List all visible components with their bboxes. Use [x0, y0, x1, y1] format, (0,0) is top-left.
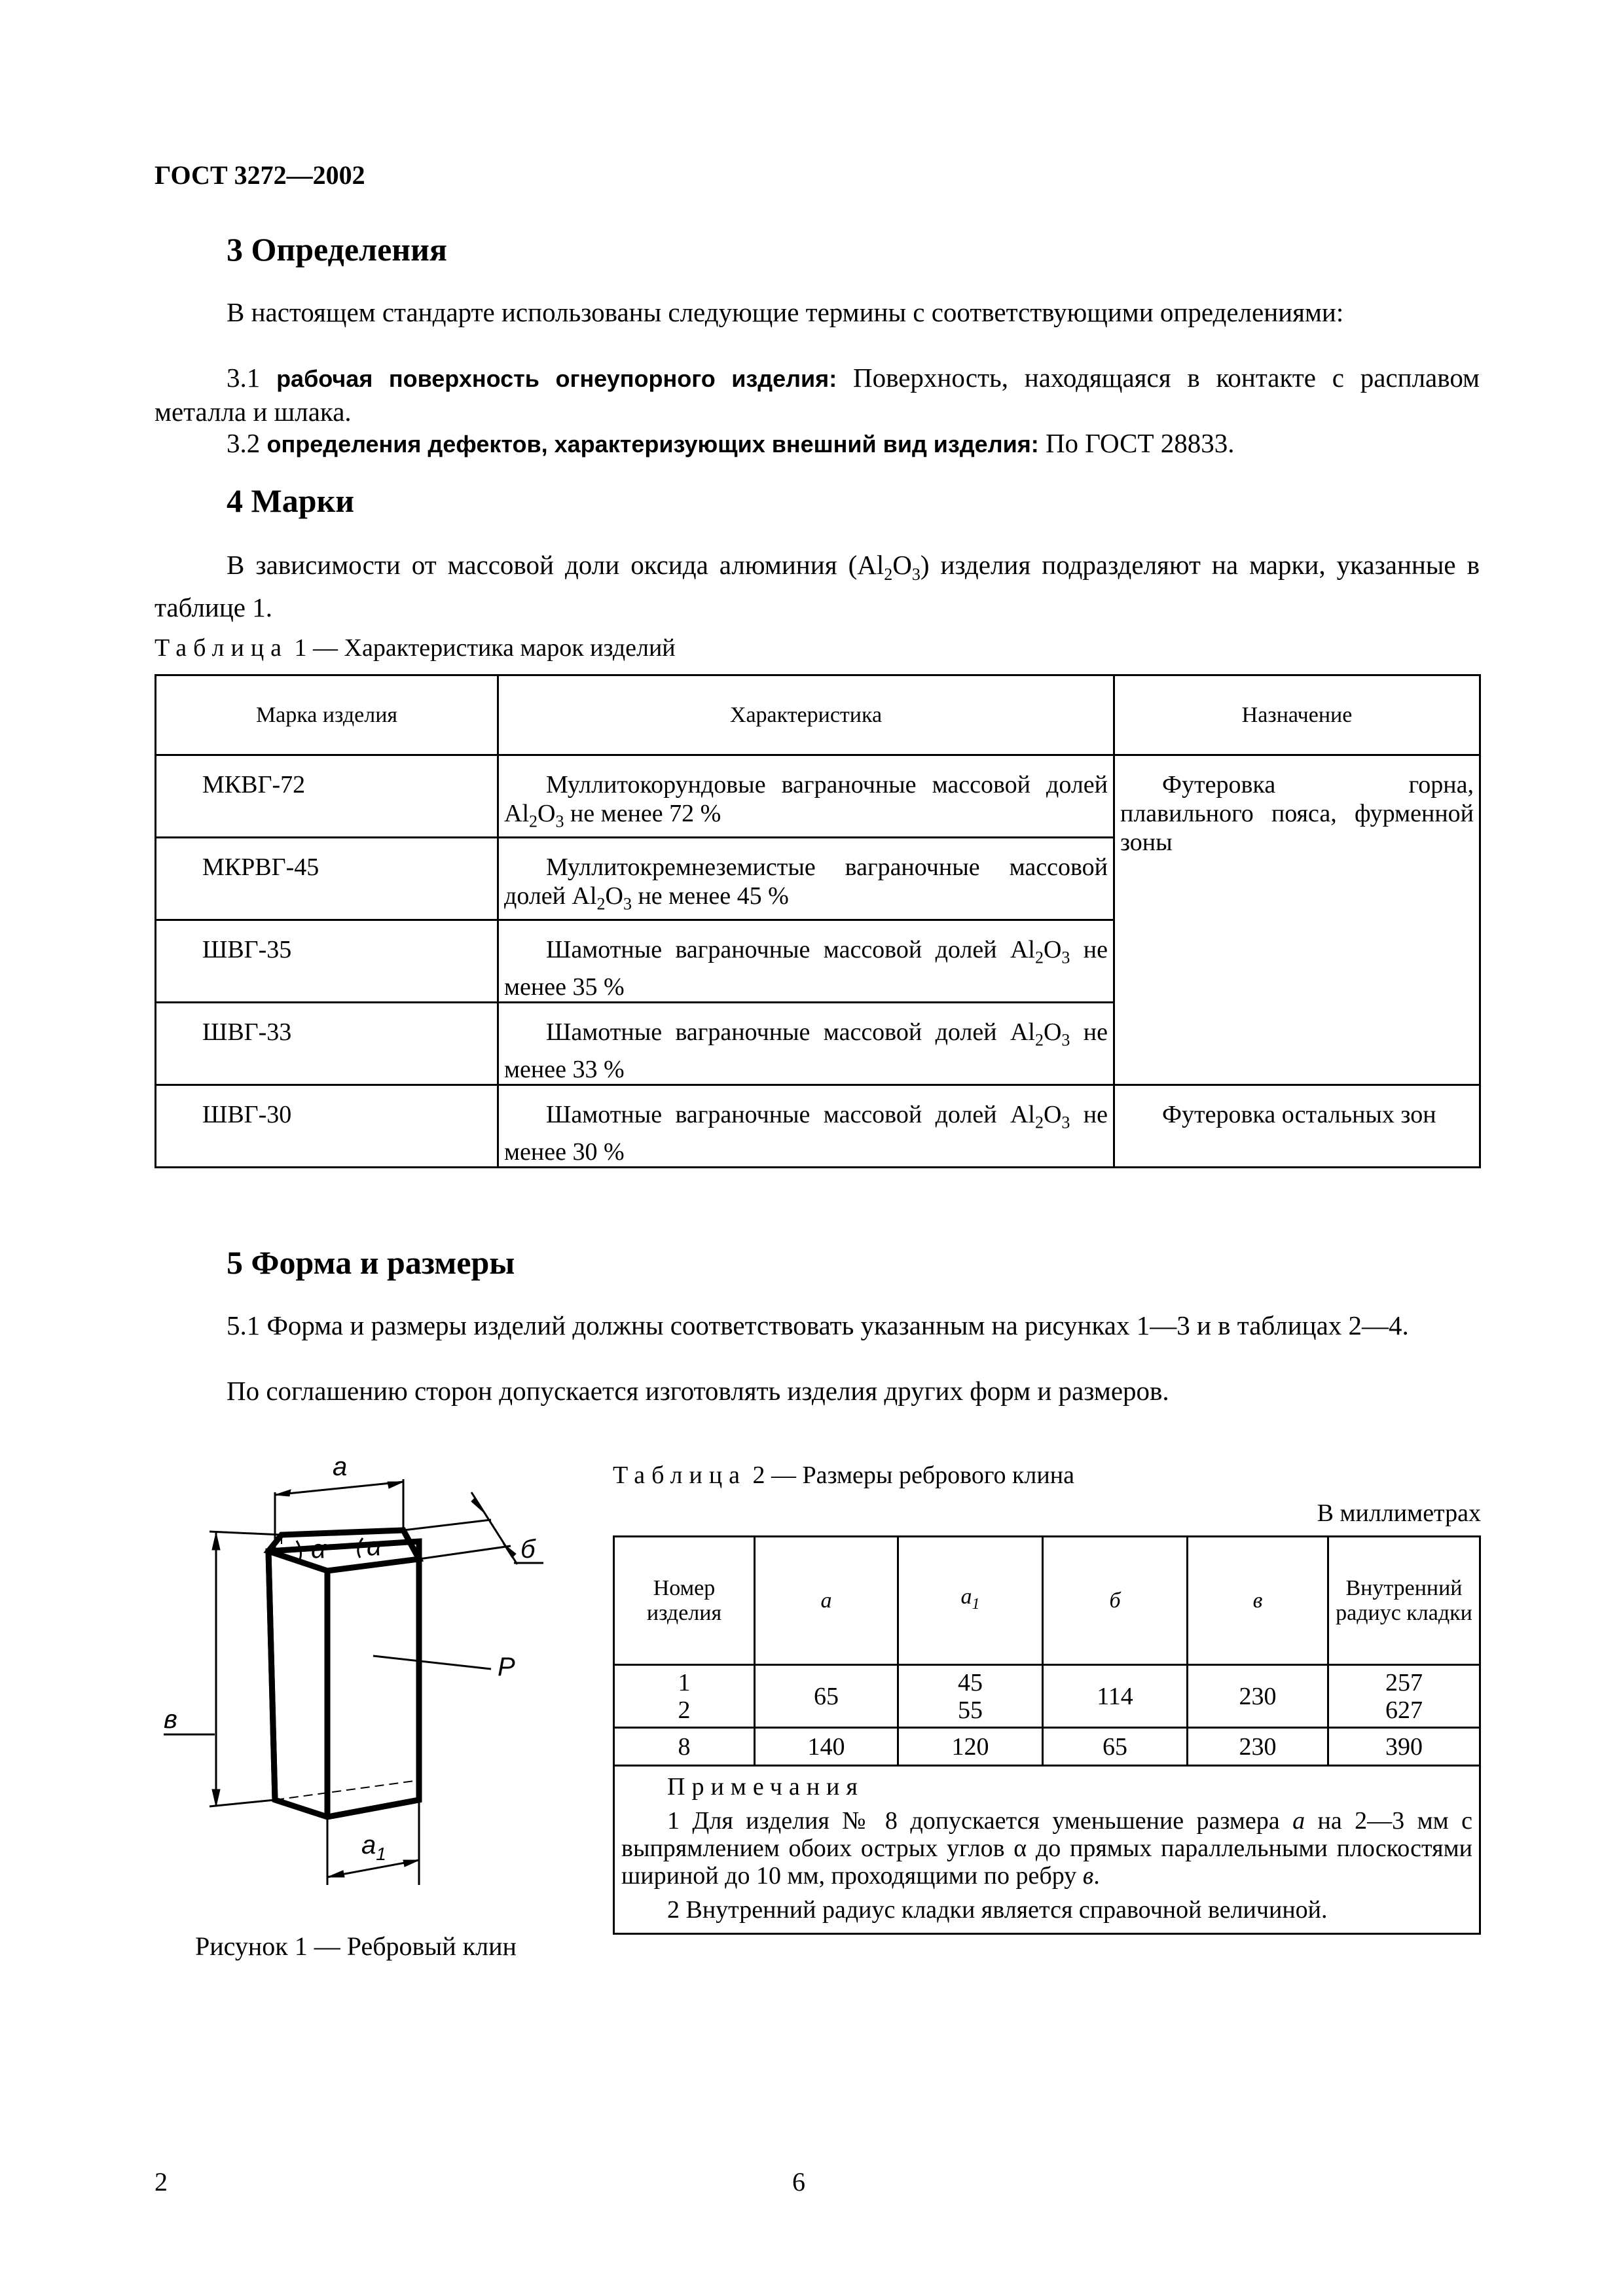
table-cell: 230: [1188, 1728, 1328, 1766]
table-cell: Шамотные ваграночные массовой долей $Al_2O_3$ не менее 35 %: [498, 920, 1114, 1003]
figure-1-caption: Рисунок 1 — Ребровый клин: [195, 1931, 517, 1961]
table-2-units: В миллиметрах: [1317, 1499, 1481, 1527]
notes-title: Примечания: [667, 1773, 864, 1801]
table-cell: Шамотные ваграночные массовой долей $Al_2O_3$ не менее 33 %: [498, 1003, 1114, 1085]
table-row: ШВГ-33: [156, 1003, 498, 1085]
figure-label-a: а: [333, 1453, 348, 1481]
table-cell: 140: [755, 1728, 898, 1766]
table-2-header-v: в: [1188, 1537, 1328, 1665]
table-row: МКРВГ-45: [156, 838, 498, 920]
table-cell: 390: [1328, 1728, 1480, 1766]
page-number-left: 2: [155, 2167, 168, 2197]
section-4-title: 4 Марки: [227, 482, 355, 519]
table-cell: 45 55: [898, 1665, 1043, 1728]
table-cell: 230: [1188, 1665, 1328, 1728]
table-cell: 65: [755, 1665, 898, 1728]
table-cell-purpose-2: Футеровка остальных зон: [1114, 1085, 1480, 1168]
table-2-header-a1: $а_1$: [898, 1537, 1043, 1665]
table-2-header-radius: Внутренний радиус кладки: [1328, 1537, 1480, 1665]
note-1: 1 Для изделия № 8 допускается уменьшение размера а на 2—3 мм с выпрямлением обоих острых углов α до прямых параллельными плоскостями шириной до 10 мм, проходящими по ребру в.: [621, 1807, 1472, 1890]
table-cell: 257 627: [1328, 1665, 1480, 1728]
definition-3-1: 3.1 рабочая поверхность огнеупорного изделия: Поверхность, находящаяся в контакте с расплавом металла и шлака.: [155, 363, 1480, 427]
table-cell: Шамотные ваграночные массовой долей $Al_2O_3$ не менее 30 %: [498, 1085, 1114, 1168]
table-cell-purpose-1: Футеровка горна, плавильного пояса, фурменной зоны: [1114, 755, 1480, 1085]
definition-3-2-term: определения дефектов, характеризующих внешний вид изделия:: [266, 431, 1039, 457]
definition-3-2: 3.2 определения дефектов, характеризующих внешний вид изделия: По ГОСТ 28833.: [227, 428, 1235, 458]
figure-label-b: б: [520, 1535, 536, 1564]
figure-label-alpha-1: α: [311, 1535, 326, 1564]
table-2: [613, 1535, 1481, 1935]
section-3-title: 3 Определения: [227, 231, 447, 268]
table-cell: Муллитокремнеземистые ваграночные массовой долей $Al_2O_3$ не менее 45 %: [498, 838, 1114, 920]
table-cell: Муллитокорундовые ваграночные массовой долей $Al_2O_3$ не менее 72 %: [498, 755, 1114, 838]
section-4-text: В зависимости от массовой доли оксида алюминия $(Al_2O_3)$ изделия подразделяют на марки, указанные в таблице 1.: [155, 550, 1480, 623]
figure-label-p: Р: [498, 1653, 515, 1681]
figure-label-v: в: [164, 1705, 177, 1734]
table-2-header-num: Номер изделия: [614, 1537, 755, 1665]
figure-1-drawing: [144, 1453, 576, 1911]
figure-label-a1: $а_1$: [361, 1831, 386, 1864]
table-2-header-a: а: [755, 1537, 898, 1665]
table-2-caption: Таблица 2 — Размеры ребрового клина: [613, 1462, 1074, 1489]
table-cell: 114: [1043, 1665, 1188, 1728]
table-1-caption: Таблица 1 — Характеристика марок изделий: [155, 634, 676, 662]
table-1-header-purpose: Назначение: [1114, 675, 1480, 755]
section-5-1-text: 5.1 Форма и размеры изделий должны соответствовать указанным на рисунках 1—3 и в таблицах 2—4.: [227, 1310, 1409, 1340]
section-5-2-text: По соглашению сторон допускается изготовлять изделия других форм и размеров.: [227, 1376, 1169, 1406]
wedge-front-face: [268, 1541, 419, 1817]
table-row: 8: [614, 1728, 755, 1766]
note-2: 2 Внутренний радиус кладки является справочной величиной.: [667, 1896, 1328, 1924]
table-1-header-mark: Марка изделия: [156, 675, 498, 755]
table-1: [155, 674, 1481, 1168]
section-3-intro: В настоящем стандарте использованы следующие термины с соответствующими определениями:: [227, 297, 1344, 327]
table-1-header-char: Характеристика: [498, 675, 1114, 755]
table-2-header-b: б: [1043, 1537, 1188, 1665]
definition-3-1-term: рабочая поверхность огнеупорного изделия:: [276, 365, 837, 392]
table-row: ШВГ-35: [156, 920, 498, 1003]
section-5-title: 5 Форма и размеры: [227, 1244, 515, 1281]
figure-label-alpha-2: α: [367, 1532, 382, 1561]
document-code: ГОСТ 3272—2002: [155, 160, 365, 190]
table-row: 1 2: [614, 1665, 755, 1728]
table-cell: 120: [898, 1728, 1043, 1766]
table-row: ШВГ-30: [156, 1085, 498, 1168]
table-row: МКВГ-72: [156, 755, 498, 838]
page-number-center: 6: [792, 2167, 805, 2197]
table-cell: 65: [1043, 1728, 1188, 1766]
table-2-notes: [614, 1766, 1480, 1934]
